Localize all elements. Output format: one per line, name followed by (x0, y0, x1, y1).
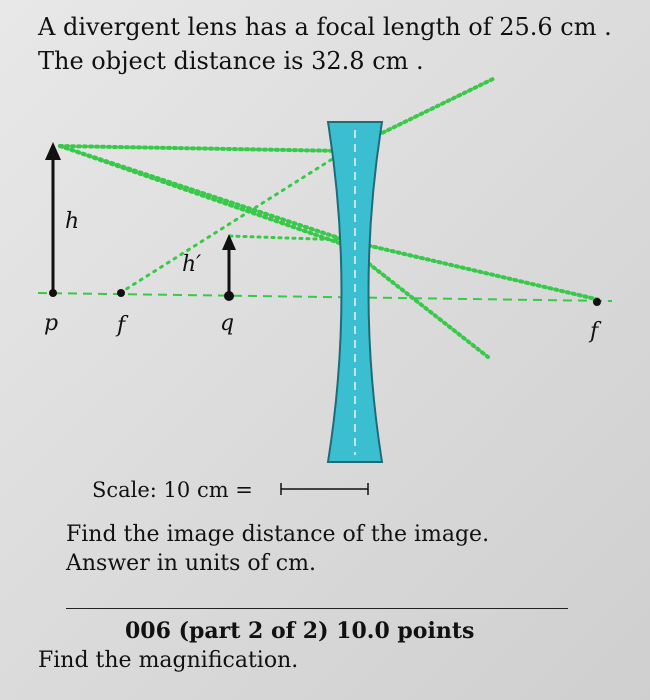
object-base-point (49, 289, 57, 297)
ray-center-incident (60, 146, 345, 245)
part-1-question (66, 520, 489, 578)
image-arrowhead (222, 234, 236, 250)
part-2-question: Find the magnification. (38, 648, 299, 673)
label-image-distance: q (220, 311, 235, 336)
label-focus-right: f (590, 319, 599, 344)
label-object-height: h (65, 209, 80, 234)
section-divider (66, 608, 568, 609)
scale-caption: Scale: 10 cm = (92, 478, 253, 502)
focal-point-right (593, 298, 601, 306)
part-2-heading: 006 (part 2 of 2) 10.0 points (125, 618, 475, 644)
label-focus-left: f (117, 313, 126, 338)
label-image-height: h′ (182, 252, 202, 277)
image-base-point (224, 291, 234, 301)
scale-bar (281, 483, 368, 495)
ray-refracted-horizontal (345, 240, 600, 300)
focal-point-left (117, 289, 125, 297)
part-1-question-line-1: Find the image distance of the image. (66, 522, 490, 547)
ray-virtual-extension-to-focus (120, 151, 345, 293)
problem-line-1: A divergent lens has a focal length of 25.6 cm . (38, 13, 612, 41)
ray-parallel-incident (60, 146, 345, 151)
part-1-question-line-2: Answer in units of cm. (66, 551, 316, 576)
label-object-distance: p (44, 311, 59, 336)
problem-line-2: The object distance is 32.8 cm . (38, 47, 424, 75)
